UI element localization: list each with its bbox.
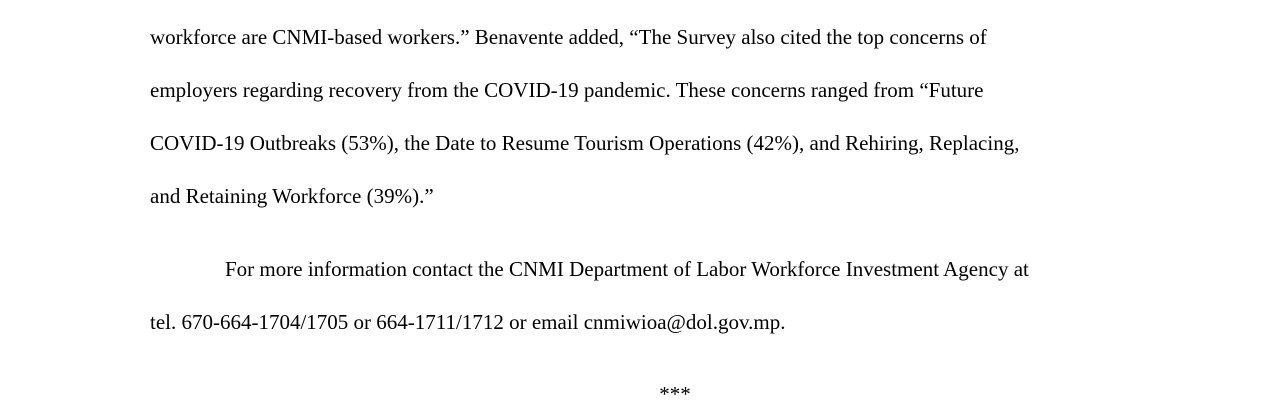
- text-line: COVID-19 Outbreaks (53%), the Date to Resume Tourism Operations (42%), and Rehiring, Replacing,: [150, 131, 1020, 155]
- text-line: workforce are CNMI-based workers.” Benavente added, “The Survey also cited the top concerns of: [150, 25, 987, 49]
- end-marker: ***: [659, 382, 691, 406]
- text-line: and Retaining Workforce (39%).”: [150, 184, 434, 208]
- text-line: employers regarding recovery from the COVID-19 pandemic. These concerns ranged from “Future: [150, 78, 984, 102]
- text-line: For more information contact the CNMI Department of Labor Workforce Investment Agency at: [225, 257, 1029, 281]
- text-line: tel. 670-664-1704/1705 or 664-1711/1712 or email cnmiwioa@dol.gov.mp.: [150, 310, 786, 334]
